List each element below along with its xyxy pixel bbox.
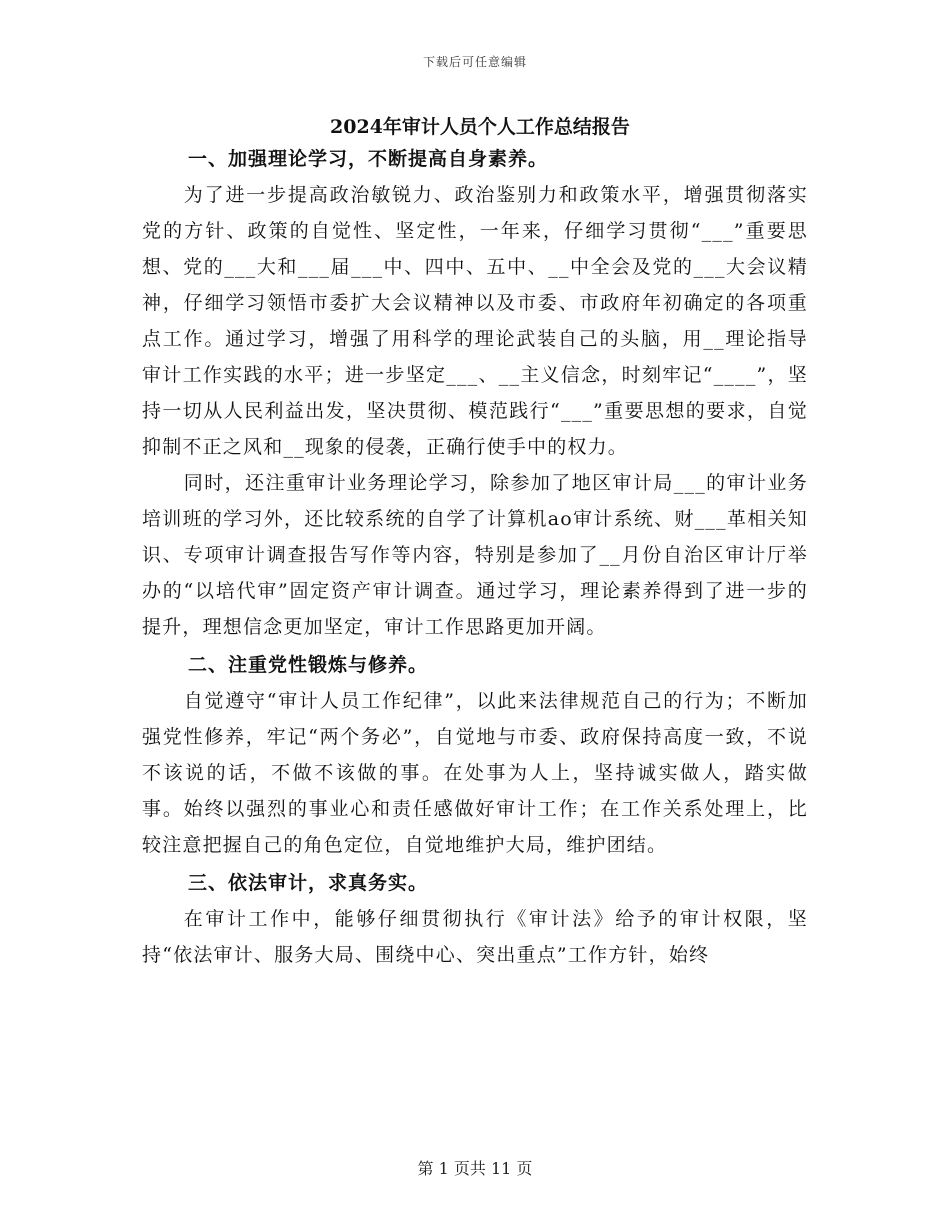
section-1-paragraph-1: 为了进一步提高政治敏锐力、政治鉴别力和政策水平，增强贯彻落实党的方针、政策的自觉性、坚定性，一年来，仔细学习贯彻“___”重要思想、党的___大和___届___中、四中、五中、__中全会及党的___大会议精神，仔细学习领悟市委扩大会议精神以及市委、市政府年初确定的各项重点工作。通过学习，增强了用科学的理论武装自己的头脑，用__理论指导审计工作实践的水平；进一步坚定___、__主义信念，时刻牢记“____”，坚持一切从人民利益出发，坚决贯彻、模范践行“___”重要思想的要求，自觉抑制不正之风和__现象的侵袭，正确行使手中的权力。 bbox=[142, 184, 808, 458]
section-3-paragraph-1: 在审计工作中，能够仔细贯彻执行《审计法》给予的审计权限，坚持“依法审计、服务大局、围绕中心、突出重点”工作方针，始终 bbox=[142, 908, 808, 966]
section-2-paragraph-1: 自觉遵守“审计人员工作纪律”，以此来法律规范自己的行为；不断加强党性修养，牢记“两个务必”，自觉地与市委、政府保持高度一致，不说不该说的话，不做不该做的事。在处事为人上，坚持诚实做人，踏实做事。始终以强烈的事业心和责任感做好审计工作；在工作关系处理上，比较注意把握自己的角色定位，自觉地维护大局，维护团结。 bbox=[142, 690, 808, 856]
section-1-paragraph-2: 同时，还注重审计业务理论学习，除参加了地区审计局___的审计业务培训班的学习外，还比较系统的自学了计算机ao审计系统、财___革相关知识、专项审计调查报告写作等内容，特别是参加了__月份自治区审计厅举办的“以培代审”固定资产审计调查。通过学习，理论素养得到了进一步的提升，理想信念更加坚定，审计工作思路更加开阔。 bbox=[142, 472, 808, 638]
page-number-footer: 第 1 页共 11 页 bbox=[417, 1159, 533, 1178]
section-heading-1: 一、加强理论学习，不断提高自身素养。 bbox=[188, 148, 549, 170]
document-title: 2024年审计人员个人工作总结报告 bbox=[330, 116, 630, 138]
page-header-note: 下载后可任意编辑 bbox=[422, 55, 527, 69]
document-body bbox=[142, 113, 808, 973]
section-heading-3: 三、依法审计，求真务实。 bbox=[188, 872, 429, 894]
section-heading-2: 二、注重党性锻炼与修养。 bbox=[188, 654, 429, 676]
